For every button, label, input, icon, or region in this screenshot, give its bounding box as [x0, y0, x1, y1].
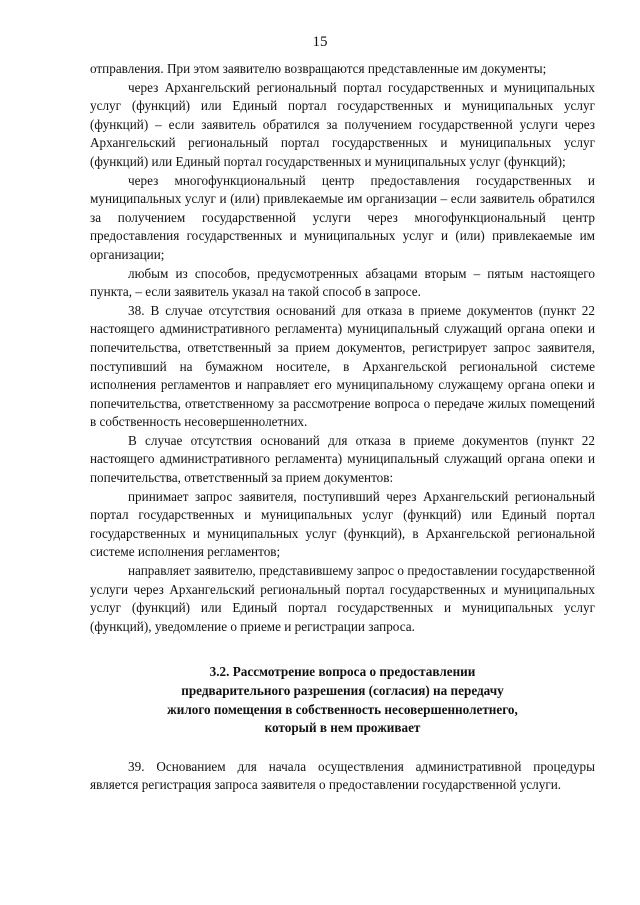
paragraph-item-39: 39. Основанием для начала осуществления административной процедуры является регистрация запроса заявителя о предоставлении государственной услуги. — [90, 758, 595, 793]
section-heading — [90, 663, 595, 737]
paragraph-portal-return: через Архангельский региональный портал государственных и муниципальных услуг (функций) или Единый портал государственных и муниципальных услуг (функций) – если заявитель обратился за получением государственной услуги через Архангельский региональный портал государственных и муниципальных услуг (функций) или Единый портал государственных и муниципальных услуг (функций); — [90, 79, 595, 169]
paragraph-continuation: отправления. При этом заявителю возвращаются представленные им документы; — [90, 61, 547, 76]
paragraph-any-method: любым из способов, предусмотренных абзацами вторым – пятым настоящего пункта, – если заявитель указал на такой способ в запросе. — [90, 265, 595, 300]
paragraph-no-grounds: В случае отсутствия оснований для отказа в приеме документов (пункт 22 настоящего административного регламента) муниципальный служащий органа опеки и попечительства, ответственный за прием документов: — [90, 432, 595, 486]
document-body — [90, 60, 595, 795]
page-number: 15 — [312, 34, 328, 50]
section-heading-line: который в нем проживает — [264, 720, 421, 736]
paragraph-sends-notice: направляет заявителю, представившему запрос о предоставлении государственной услуги через Архангельский региональный портал государственных и муниципальных услуг (функций) или Единый портал государственных и муниципальных услуг (функций), уведомление о приеме и регистрации запроса. — [90, 563, 595, 634]
section-heading-line: предварительного разрешения (согласия) на передачу — [181, 683, 504, 698]
paragraph-mfc-return: через многофункциональный центр предоставления государственных и муниципальных услуг и (или) привлекаемые им организации – если заявитель обратился за получением государственной услуги через многофункциональный центр предоставления государственных и муниципальных услуг и (или) привлекаемые им организации; — [90, 172, 595, 262]
section-heading-line: жилого помещения в собственность несовершеннолетнего, — [167, 701, 518, 717]
paragraph-item-38: 38. В случае отсутствия оснований для отказа в приеме документов (пункт 22 настоящего административного регламента) муниципальный служащий органа опеки и попечительства, ответственный за прием документов, регистрирует запрос заявителя, поступивший на бумажном носителе, в Архангельской региональной системе исполнения регламентов и направляет его муниципальному служащему органа опеки и попечительства, ответственному за рассмотрение вопроса о передаче жилых помещений в собственность несовершеннолетних. — [90, 302, 595, 430]
section-heading-line: 3.2. Рассмотрение вопроса о предоставлении — [209, 664, 476, 680]
paragraph-accepts-request: принимает запрос заявителя, поступивший через Архангельский региональный портал государственных и муниципальных услуг (функций) или Единый портал государственных и муниципальных услуг (функций), в Архангельской региональной системе исполнения регламентов; — [90, 488, 595, 560]
